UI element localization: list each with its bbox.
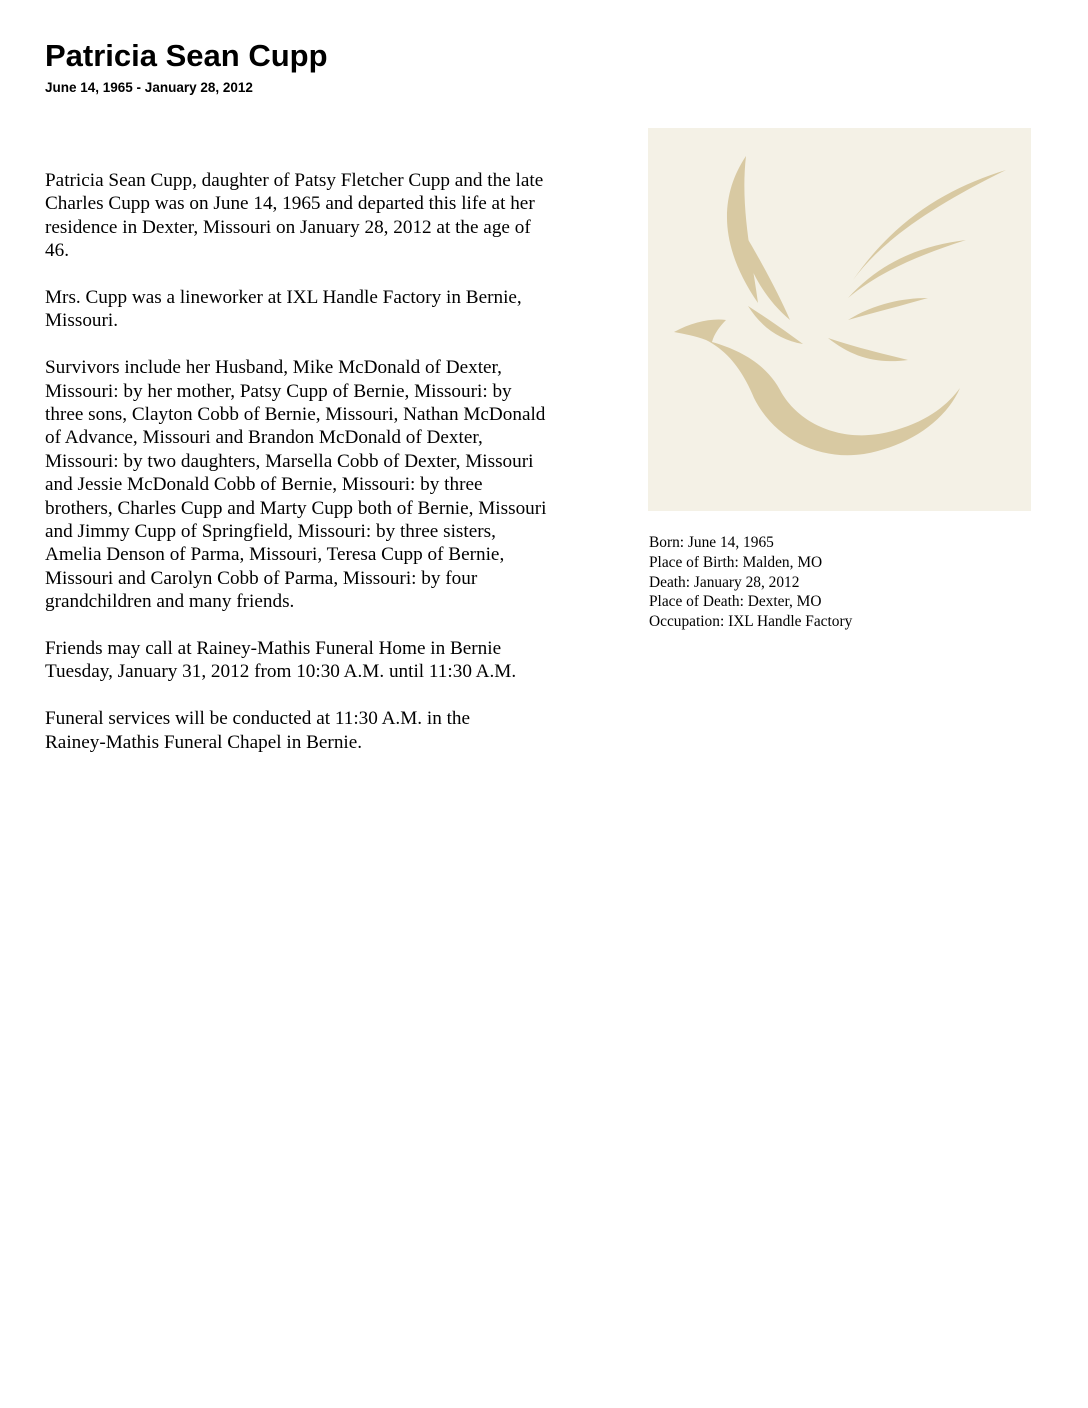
obituary-paragraph-occupation: Mrs. Cupp was a lineworker at IXL Handle Factory in Bernie, Missouri. <box>45 287 522 332</box>
obituary-paragraph-survivors: Survivors include her Husband, Mike McDonald of Dexter, Missouri: by her mother, Patsy Cupp of Bernie, Missouri: by three sons, Clayton Cobb of Bernie, Missouri, Nathan McDonald of Advance, Missouri and Brandon McDonald of Dexter, Missouri: by two daughters, Marsella Cobb of Dexter, Missouri and Jessie McDonald Cobb of Bernie, Missouri: by three brothers, Charles Cupp and Marty Cupp both of Bernie, Missouri and Jimmy Cupp of Springfield, Missouri: by three sisters, Amelia Denson of Parma, Missouri, Teresa Cupp of Bernie, Missouri and Carolyn Cobb of Parma, Missouri: by four grandchildren and many friends. <box>45 357 547 613</box>
obituary-paragraph-intro: Patricia Sean Cupp, daughter of Patsy Fletcher Cupp and the late Charles Cupp was on June 14, 1965 and departed this life at her residence in Dexter, Missouri on January 28, 2012 at the age of 46. <box>45 170 544 262</box>
obituary-facts <box>649 533 852 632</box>
obituary-text <box>45 169 615 777</box>
fact-born: Born: June 14, 1965 <box>649 534 774 551</box>
dove-icon <box>648 128 1031 511</box>
fact-birth-place: Place of Birth: Malden, MO <box>649 553 823 571</box>
page-title: Patricia Sean Cupp <box>45 38 328 73</box>
life-dates: June 14, 1965 - January 28, 2012 <box>45 80 253 95</box>
fact-death: Death: January 28, 2012 <box>649 573 800 591</box>
obituary-paragraph-visitation: Friends may call at Rainey-Mathis Funeral Home in Bernie Tuesday, January 31, 2012 from 10:30 A.M. until 11:30 A.M. <box>45 638 517 683</box>
fact-death-place: Place of Death: Dexter, MO <box>649 593 822 611</box>
dove-image <box>648 128 1031 511</box>
fact-occupation: Occupation: IXL Handle Factory <box>649 613 853 631</box>
obituary-paragraph-services: Funeral services will be conducted at 11:30 A.M. in the Rainey-Mathis Funeral Chapel in Bernie. <box>45 708 471 753</box>
